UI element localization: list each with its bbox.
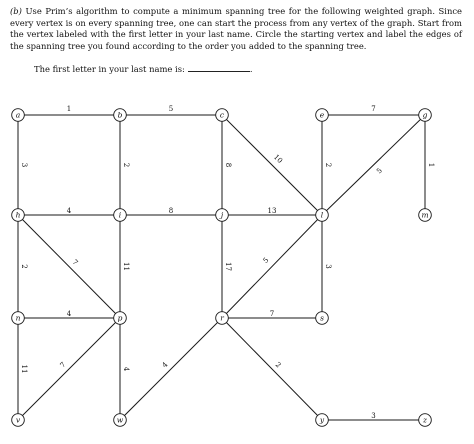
edge-weight-label: 3 (324, 264, 332, 269)
vertex-label: h (15, 210, 21, 220)
vertex-label: a (15, 110, 21, 120)
edge-weight-label: 17 (224, 262, 232, 271)
edge-weight-label: 2 (273, 360, 283, 370)
edge-weight-label: 7 (70, 258, 80, 267)
edge-line (18, 215, 120, 318)
edge-weight-label: 1 (427, 162, 435, 168)
vertex-label: l (320, 210, 324, 220)
vertex-label: m (421, 210, 429, 220)
edge-c-l (222, 115, 322, 215)
edge-weight-label: 2 (324, 162, 332, 168)
vertex-label: n (15, 313, 21, 323)
name-prompt: The first letter in your last name is: (34, 64, 185, 74)
vertex-label: c (219, 110, 225, 120)
vertex-label: y (319, 415, 325, 425)
problem-text: Use Prim’s algorithm to compute a minimum spanning tree for the following weighted graph. Since every vertex is on every spanning tree, one can start the process from any vertex of the graph. Start from the vertex labeled with the first letter in your last name. Circle the starting vertex and label the edges of the spanning tree you found according to the order you added to the spanning tree. (10, 6, 462, 51)
vertex-m[interactable] (419, 209, 432, 222)
edge-weight-label: 1 (66, 105, 72, 113)
edge-r-w (120, 318, 222, 420)
vertex-a[interactable] (12, 109, 25, 122)
edge-p-v (18, 318, 120, 420)
edge-weight-label: 4 (66, 207, 72, 215)
vertex-label: g (422, 110, 428, 120)
edge-weight-label: 3 (20, 162, 28, 168)
edge-weight-label: 3 (371, 412, 376, 420)
vertex-y[interactable] (316, 414, 329, 427)
vertex-label: e (319, 110, 325, 120)
edge-line (322, 115, 425, 215)
vertex-r[interactable] (216, 312, 229, 325)
edge-l-r (222, 215, 322, 318)
edge-line (222, 318, 322, 420)
vertex-g[interactable] (419, 109, 432, 122)
edge-weight-label: 8 (168, 207, 174, 215)
edge-r-y (222, 318, 322, 420)
vertex-h[interactable] (12, 209, 25, 222)
vertex-j[interactable] (216, 209, 229, 222)
vertex-c[interactable] (216, 109, 229, 122)
edge-weight-label: 5 (261, 256, 271, 265)
edge-weight-label: 13 (267, 207, 277, 215)
edge-weight-label: 8 (224, 162, 232, 168)
vertex-label: v (15, 415, 21, 425)
vertex-n[interactable] (12, 312, 25, 325)
edge-h-p (18, 215, 120, 318)
vertex-label: r (220, 313, 224, 323)
edge-weight-label: 11 (20, 364, 28, 374)
edge-weight-label: 10 (272, 153, 284, 165)
vertex-label: z (423, 415, 427, 425)
part-label: (b) (10, 6, 22, 16)
edges-layer (15, 115, 425, 420)
edge-line (18, 318, 120, 420)
vertex-w[interactable] (114, 414, 127, 427)
vertex-label: w (116, 415, 124, 425)
vertex-label: b (117, 110, 123, 120)
vertex-s[interactable] (316, 312, 329, 325)
vertex-p[interactable] (114, 312, 127, 325)
edge-weight-label: 5 (375, 166, 384, 176)
vertex-label: i (118, 210, 122, 220)
vertex-e[interactable] (316, 109, 329, 122)
edge-weight-label: 7 (269, 310, 275, 318)
vertex-label: s (320, 313, 324, 323)
edge-weight-label: 4 (66, 310, 72, 318)
edge-line (120, 318, 222, 420)
vertex-z[interactable] (419, 414, 432, 427)
vertex-i[interactable] (114, 209, 127, 222)
edge-line (222, 215, 322, 318)
edge-weight-label: 7 (371, 105, 376, 113)
vertex-label: j (220, 210, 224, 220)
edge-weight-label: 4 (160, 360, 170, 370)
weight-labels-layer (20, 105, 435, 420)
edge-weight-label: 11 (122, 262, 130, 271)
edge-weight-label: 7 (58, 360, 68, 370)
vertex-l[interactable] (316, 209, 329, 222)
edge-g-l (322, 115, 425, 215)
vertex-v[interactable] (12, 414, 25, 427)
vertex-label: p (117, 313, 123, 323)
edge-line (222, 115, 322, 215)
edge-weight-label: 5 (168, 105, 174, 113)
edge-weight-label: 4 (122, 366, 130, 372)
name-prompt-end: . (249, 64, 253, 74)
edge-weight-label: 2 (20, 264, 28, 269)
edge-weight-label: 2 (122, 162, 130, 168)
vertex-b[interactable] (114, 109, 127, 122)
